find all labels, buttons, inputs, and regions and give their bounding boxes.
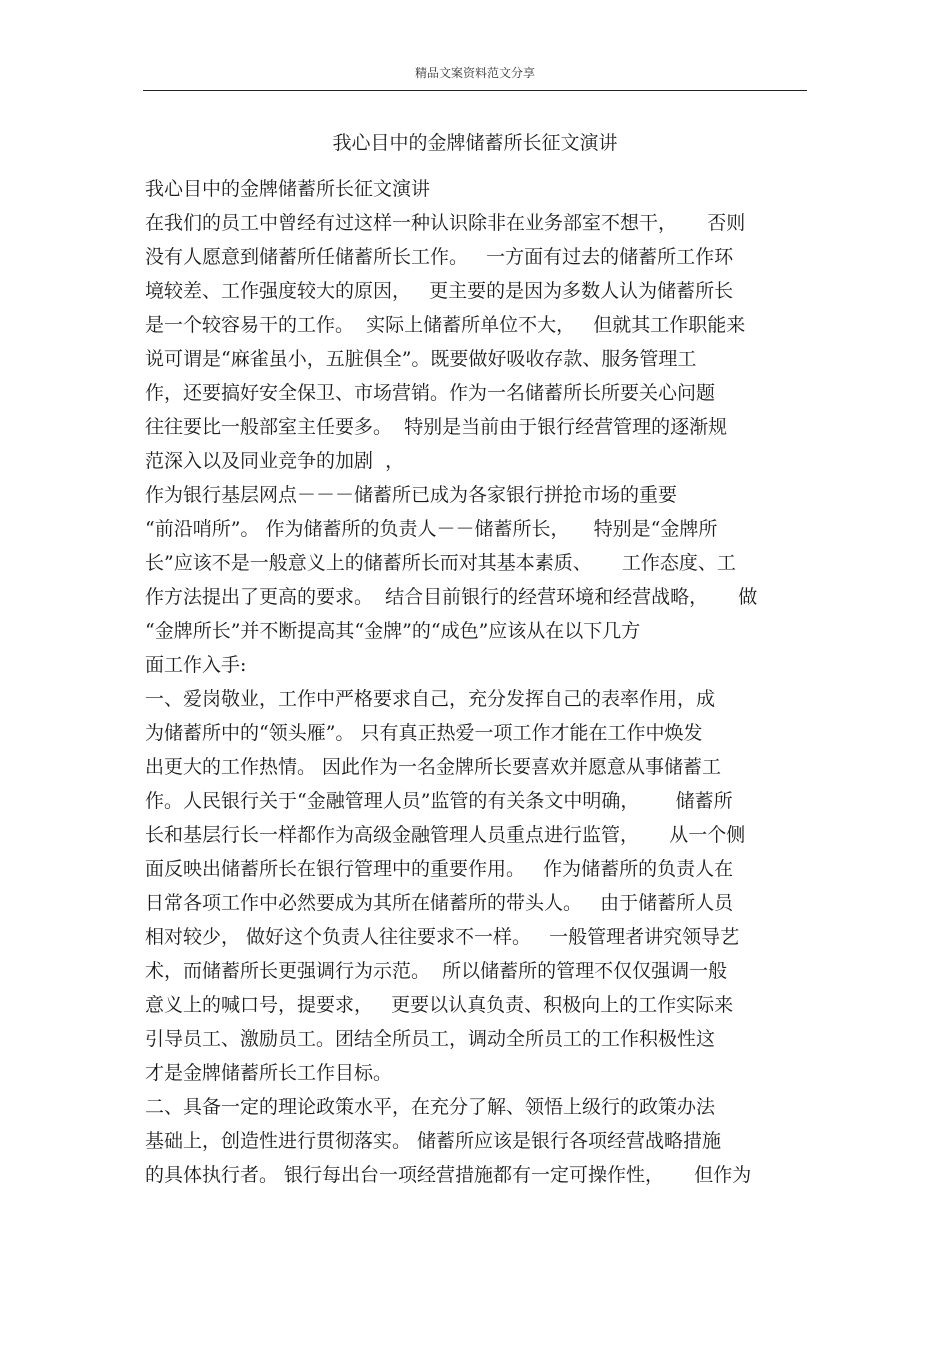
page-header: 精品文案资料范文分享 xyxy=(414,66,535,80)
text-line: 相对较少， 做好这个负责人往往要求不一样。 一般管理者讲究领导艺 xyxy=(145,926,740,948)
text-line: 作，还要搞好安全保卫、市场营销。作为一名储蓄所长所要关心问题 xyxy=(145,382,716,404)
text-line: 是一个较容易干的工作。 实际上储蓄所单位不大， 但就其工作职能来 xyxy=(145,314,746,336)
text-line: 往往要比一般部室主任要多。 特别是当前由于银行经营管理的逐渐规 xyxy=(145,416,728,438)
text-line: 作方法提出了更高的要求。 结合目前银行的经营环境和经营战略， 做 xyxy=(145,586,758,608)
text-line: 一、爱岗敬业，工作中严格要求自己，充分发挥自己的表率作用，成 xyxy=(145,688,716,710)
text-line: 才是金牌储蓄所长工作目标。 xyxy=(145,1062,393,1084)
text-line: 基础上，创造性进行贯彻落实。 储蓄所应该是银行各项经营战略措施 xyxy=(145,1130,722,1152)
header-divider xyxy=(143,90,807,91)
text-line: 面工作入手: xyxy=(145,654,247,676)
text-line: 在我们的员工中曾经有过这样一种认识除非在业务部室不想干， 否则 xyxy=(145,212,746,234)
text-line: 作为银行基层网点－－－储蓄所已成为各家银行拼抢市场的重要 xyxy=(145,484,678,506)
text-line: “前沿哨所”。 作为储蓄所的负责人－－储蓄所长， 特别是“金牌所 xyxy=(145,518,718,540)
text-line: 我心目中的金牌储蓄所长征文演讲 xyxy=(145,178,431,200)
document-body xyxy=(145,172,810,1192)
text-line: “金牌所长”并不断提高其“金牌”的“成色”应该从在以下几方 xyxy=(145,620,641,642)
text-line: 为储蓄所中的“领头雁”。 只有真正热爱一项工作才能在工作中焕发 xyxy=(145,722,703,744)
text-line: 范深入以及同业竞争的加剧 ， xyxy=(145,450,405,472)
text-line: 面反映出储蓄所长在银行管理中的重要作用。 作为储蓄所的负责人在 xyxy=(145,858,734,880)
text-line: 长和基层行长一样都作为高级金融管理人员重点进行监管， 从一个侧 xyxy=(145,824,746,846)
text-line: 二、具备一定的理论政策水平，在充分了解、领悟上级行的政策办法 xyxy=(145,1096,716,1118)
text-line: 意义上的喊口号，提要求， 更要以认真负责、积极向上的工作实际来 xyxy=(145,994,734,1016)
text-line: 作。人民银行关于“金融管理人员”监管的有关条文中明确， 储蓄所 xyxy=(145,790,733,812)
document-title: 我心目中的金牌储蓄所长征文演讲 xyxy=(332,132,618,154)
text-line: 长”应该不是一般意义上的储蓄所长而对其基本素质、 工作态度、工 xyxy=(145,552,736,574)
text-line: 的具体执行者。 银行每出台一项经营措施都有一定可操作性， 但作为 xyxy=(145,1164,752,1186)
text-line: 没有人愿意到储蓄所任储蓄所长工作。 一方面有过去的储蓄所工作环 xyxy=(145,246,734,268)
text-line: 日常各项工作中必然要成为其所在储蓄所的带头人。 由于储蓄所人员 xyxy=(145,892,734,914)
text-line: 术，而储蓄所长更强调行为示范。 所以储蓄所的管理不仅仅强调一般 xyxy=(145,960,728,982)
text-line: 出更大的工作热情。 因此作为一名金牌所长要喜欢并愿意从事储蓄工 xyxy=(145,756,722,778)
text-line: 引导员工、激励员工。团结全所员工，调动全所员工的工作积极性这 xyxy=(145,1028,716,1050)
text-line: 境较差、工作强度较大的原因， 更主要的是因为多数人认为储蓄所长 xyxy=(145,280,734,302)
text-line: 说可谓是“麻雀虽小，五脏俱全”。既要做好吸收存款、服务管理工 xyxy=(145,348,697,370)
